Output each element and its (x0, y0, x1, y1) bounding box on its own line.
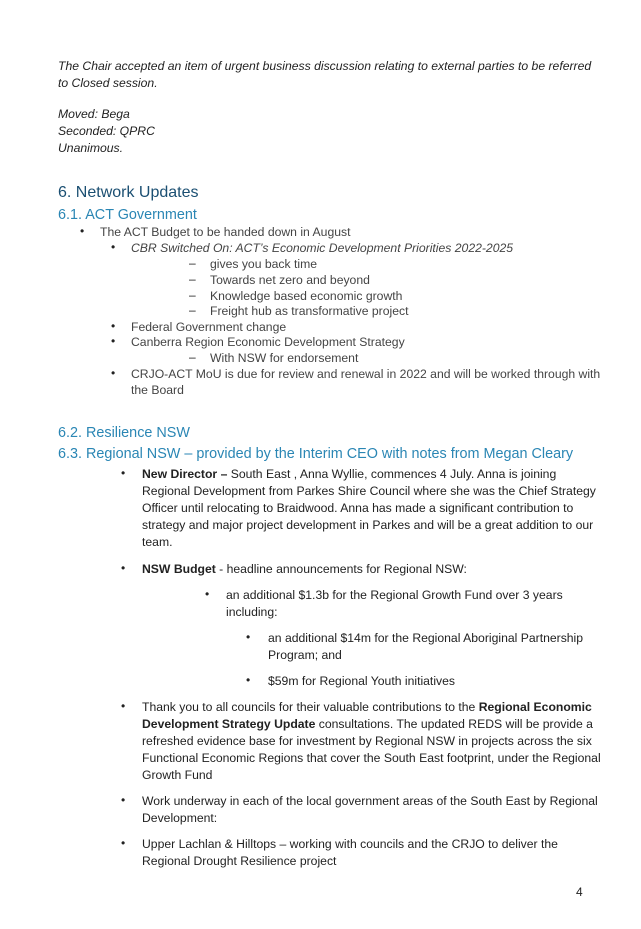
canberra-sub-item: With NSW for endorsement (210, 351, 359, 365)
intro-line-1: The Chair accepted an item of urgent business discussion relating to external parties to be referred (58, 59, 592, 73)
upper-lachlan-line-1: Upper Lachlan & Hilltops – working with councils and the CRJO to deliver the (142, 837, 558, 851)
aboriginal-line-1: an additional $14m for the Regional Aboriginal Partnership (268, 631, 584, 645)
bullet-icon: • (121, 793, 126, 807)
section-6-1-heading: 6.1. ACT Government (58, 207, 197, 223)
bullet-icon: • (121, 561, 126, 575)
act-budget-item: The ACT Budget to be handed down in August (100, 225, 351, 239)
aboriginal-line-2: Program; and (268, 648, 342, 662)
cbr-sub-item: Towards net zero and beyond (210, 273, 370, 287)
thanks-line-1 (142, 699, 592, 716)
director-line-4: strategy and major project development in Parkes and will be a great addition to our (142, 518, 594, 532)
nsw-budget-text: - headline announcements for Regional NSW: (215, 562, 467, 576)
work-line-1: Work underway in each of the local government areas of the South East by Regional (142, 794, 598, 808)
director-line-1 (142, 466, 556, 483)
thanks-line-3: refreshed evidence base for investment by Regional NSW in projects across the six (142, 734, 592, 748)
cbr-sub-item: Knowledge based economic growth (210, 289, 403, 303)
director-line-3: Officer until relocating to Braidwood. Anna has made a significant contribution to (142, 501, 574, 515)
moved-text: Moved: Bega (58, 107, 130, 121)
cbr-sub-item: Freight hub as transformative project (210, 304, 409, 318)
reds-bold-1: Regional Economic (478, 700, 592, 714)
bullet-icon: • (205, 587, 210, 601)
seconded-text: Seconded: QPRC (58, 124, 155, 138)
bullet-icon: • (111, 334, 116, 348)
thanks-line-5: Growth Fund (142, 768, 213, 782)
thanks-text-rest: consultations. The updated REDS will be provide a (315, 717, 593, 731)
bullet-icon: • (246, 630, 251, 644)
section-6-3-heading: 6.3. Regional NSW – provided by the Interim CEO with notes from Megan Cleary (58, 446, 574, 462)
canberra-strategy-item: Canberra Region Economic Development Strategy (131, 335, 405, 349)
thanks-line-2 (142, 716, 593, 733)
mou-line-1: CRJO-ACT MoU is due for review and renewal in 2022 and will be worked through with (131, 367, 601, 381)
mou-line-2: the Board (131, 383, 184, 397)
director-text: South East , Anna Wyllie, commences 4 July. Anna is joining (227, 467, 557, 481)
bullet-icon: • (121, 466, 126, 480)
director-line-2: Regional Development from Parkes Shire Council where she was the Chief Strategy (142, 484, 596, 498)
dash-icon: – (189, 350, 196, 364)
thanks-text: Thank you to all councils for their valuable contributions to the (142, 700, 479, 714)
federal-item: Federal Government change (131, 320, 287, 334)
bullet-icon: • (246, 673, 251, 687)
dash-icon: – (189, 272, 196, 286)
director-label: New Director – (142, 467, 228, 481)
bullet-icon: • (111, 319, 116, 333)
bullet-icon: • (111, 240, 116, 254)
bullet-icon: • (111, 366, 116, 380)
bullet-icon: • (121, 699, 126, 713)
section-6-2-heading: 6.2. Resilience NSW (58, 425, 190, 441)
unanimous-text: Unanimous. (58, 141, 124, 155)
bullet-icon: • (80, 224, 85, 238)
dash-icon: – (189, 256, 196, 270)
reds-bold-2: Development Strategy Update (142, 717, 316, 731)
work-line-2: Development: (142, 811, 218, 825)
bullet-icon: • (121, 836, 126, 850)
director-line-5: team. (142, 535, 173, 549)
nsw-budget-item (142, 561, 467, 578)
youth-item: $59m for Regional Youth initiatives (268, 674, 455, 688)
thanks-line-4: Functional Economic Regions that cover the South East footprint, under the Regional (142, 751, 601, 765)
growth-fund-line-2: including: (226, 605, 278, 619)
dash-icon: – (189, 303, 196, 317)
nsw-budget-label: NSW Budget (142, 562, 216, 576)
intro-line-2: to Closed session. (58, 76, 158, 90)
section-6-heading: 6. Network Updates (58, 184, 199, 201)
cbr-switched-on-item: CBR Switched On: ACT’s Economic Development Priorities 2022-2025 (131, 241, 514, 255)
growth-fund-line-1: an additional $1.3b for the Regional Growth Fund over 3 years (226, 588, 563, 602)
cbr-sub-item: gives you back time (210, 257, 318, 271)
dash-icon: – (189, 288, 196, 302)
page-number: 4 (576, 885, 583, 899)
upper-lachlan-line-2: Regional Drought Resilience project (142, 854, 337, 868)
